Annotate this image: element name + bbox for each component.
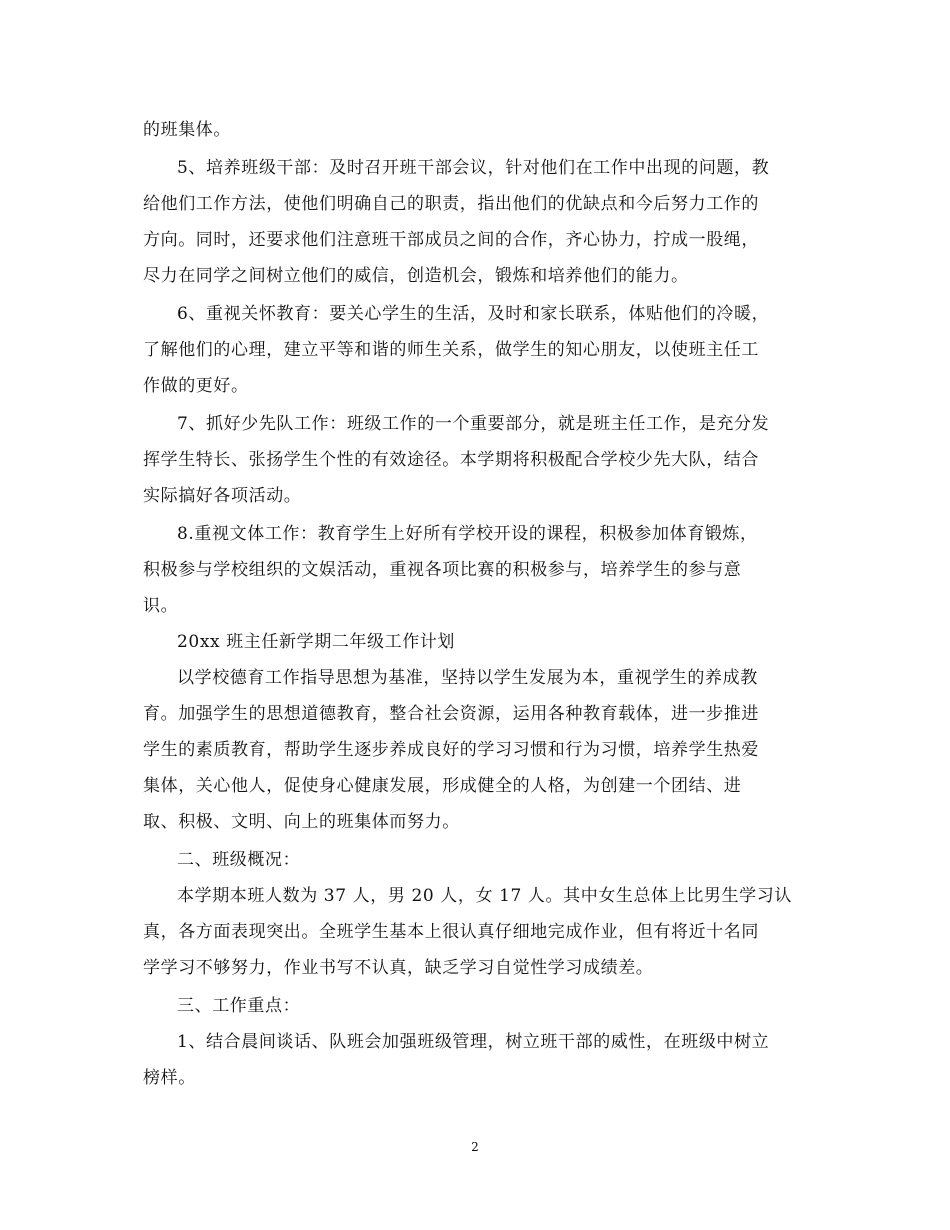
text-line: 给他们工作方法，使他们明确自己的职责，指出他们的优缺点和今后努力工作的 <box>143 194 759 214</box>
text-line: 学生的素质教育，帮助学生逐步养成良好的学习习惯和行为习惯，培养学生热爱 <box>143 740 759 760</box>
text-line: 7、抓好少先队工作：班级工作的一个重要部分，就是班主任工作，是充分发 <box>177 414 770 434</box>
text-line: 6、重视关怀教育：要关心学生的生活，及时和家长联系，体贴他们的冷暖， <box>177 304 770 324</box>
text-line: 8.重视文体工作：教育学生上好所有学校开设的课程，积极参加体育锻炼， <box>177 524 758 544</box>
text-line: 作做的更好。 <box>143 376 249 396</box>
section-heading: 20xx 班主任新学期二年级工作计划 <box>177 632 456 652</box>
text-line: 积极参与学校组织的文娱活动，重视各项比赛的积极参与，培养学生的参与意 <box>143 560 742 580</box>
section-heading: 二、班级概况： <box>177 850 301 870</box>
text-line: 尽力在同学之间树立他们的威信，创造机会，锻炼和培养他们的能力。 <box>143 266 689 286</box>
text-line: 1、结合晨间谈话、队班会加强班级管理，树立班干部的威性，在班级中树立 <box>177 1032 770 1052</box>
text-line: 取、积极、文明、向上的班集体而努力。 <box>143 812 460 832</box>
text-line: 真，各方面表现突出。全班学生基本上很认真仔细地完成作业，但有将近十名同 <box>143 922 759 942</box>
text-line: 5、培养班级干部：及时召开班干部会议，针对他们在工作中出现的问题，教 <box>177 158 770 178</box>
text-line: 以学校德育工作指导思想为基准，坚持以学生发展为本，重视学生的养成教 <box>177 668 758 688</box>
text-line: 集体，关心他人，促使身心健康发展，形成健全的人格，为创建一个团结、进 <box>143 776 742 796</box>
text-line: 了解他们的心理，建立平等和谐的师生关系，做学生的知心朋友，以使班主任工 <box>143 340 759 360</box>
text-line: 学学习不够努力，作业书写不认真，缺乏学习自觉性学习成绩差。 <box>143 958 654 978</box>
text-line: 育。加强学生的思想道德教育，整合社会资源，运用各种教育载体，进一步推进 <box>143 704 759 724</box>
section-heading: 三、工作重点： <box>177 996 301 1016</box>
text-line: 方向。同时，还要求他们注意班干部成员之间的合作，齐心协力，拧成一股绳， <box>143 230 759 250</box>
text-line: 识。 <box>143 596 179 616</box>
text-line: 榜样。 <box>143 1068 196 1088</box>
text-line: 挥学生特长、张扬学生个性的有效途径。本学期将积极配合学校少先大队，结合 <box>143 450 759 470</box>
text-line: 的班集体。 <box>143 120 231 140</box>
text-line: 实际搞好各项活动。 <box>143 486 302 506</box>
text-line: 本学期本班人数为 37 人，男 20 人，女 17 人。其中女生总体上比男生学习认 <box>177 886 792 906</box>
page-number: 2 <box>471 1140 479 1154</box>
